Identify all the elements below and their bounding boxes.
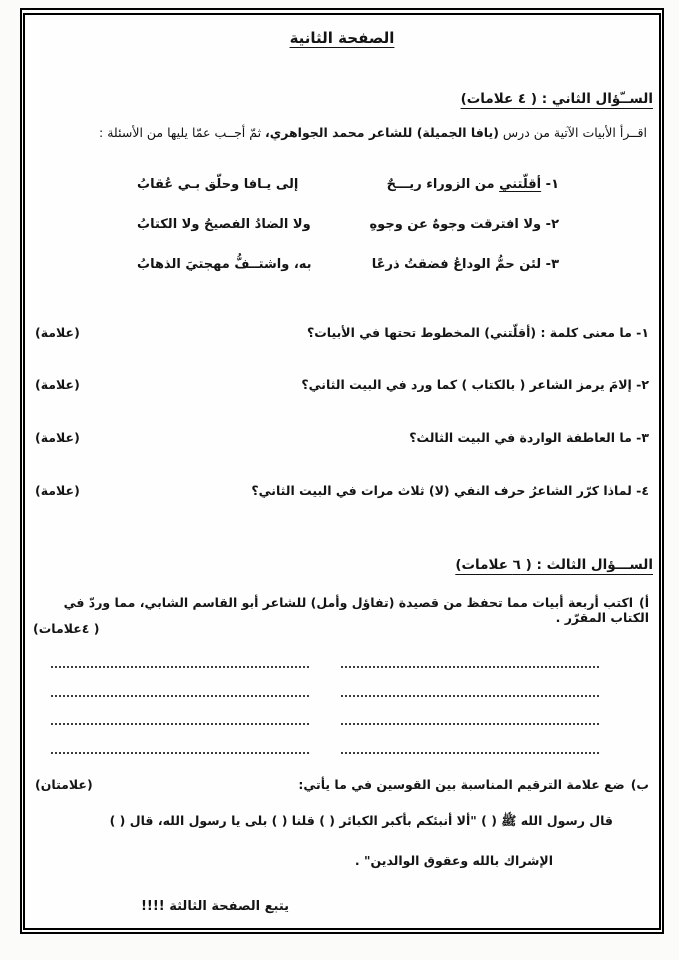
hadith-continuation: الإشراك بالله وعقوق الوالدين" .: [354, 853, 553, 868]
sub-question-row-1: [35, 325, 649, 340]
part-b-row: [35, 777, 649, 792]
sub-question-4-text: ٤- لماذا كرّر الشاعرُ حرف النفي (لا) ثلاث مرات في البيت الثاني؟: [251, 483, 649, 498]
lesson-title: (يافا الجميلة) للشاعر محمد الجواهري،: [265, 125, 499, 140]
answer-line-segment: [51, 741, 309, 754]
question-2-header: الســّؤال الثاني : ( ٤ علامات): [460, 91, 653, 107]
verse-3-first-hemistich: ٣- لئن حمُّ الوداعُ فضقتُ ذرعًا: [371, 257, 559, 272]
answer-line-segment: [341, 741, 599, 754]
verse-row-1: [137, 177, 559, 192]
part-a-row: [35, 595, 649, 625]
answer-line-1: [51, 655, 599, 668]
sub-question-row-4: [35, 483, 649, 498]
verse-2-second-hemistich: ولا الضادُ الفصيحُ ولا الكتابُ: [137, 217, 311, 232]
sub-question-4-marks: (علامة): [35, 483, 80, 498]
answer-line-segment: [341, 684, 599, 697]
underlined-word: أقلّتني: [499, 177, 542, 192]
verse-1-second-hemistich: إلى يـافا وحلّق بـي عُقابُ: [137, 177, 299, 192]
footer-note: يتبع الصفحة الثالثة !!!!: [141, 899, 290, 914]
reading-instruction: [37, 125, 647, 140]
part-a-label: أ): [639, 595, 649, 610]
sub-question-2-text: ٢- إلامَ يرمز الشاعر ( بالكتاب ) كما ورد في البيت الثاني؟: [301, 377, 649, 392]
question-3-header: الســـؤال الثالث : ( ٦ علامات): [455, 557, 653, 573]
sub-question-1-marks: (علامة): [35, 325, 80, 340]
page-frame: [20, 8, 664, 934]
sub-question-2-marks: (علامة): [35, 377, 80, 392]
part-b-label: ب): [630, 777, 649, 792]
verse-3-second-hemistich: به، واشتــفُّ مهجتيَ الذهابُ: [137, 257, 312, 272]
sub-question-row-3: [35, 430, 649, 445]
answer-line-segment: [341, 712, 599, 725]
answer-line-segment: [341, 655, 599, 668]
sub-question-row-2: [35, 377, 649, 392]
hadith-text: قال رسول الله ﷺ ( ) "ألا أنبئكم بأكبر الكبائر ( ) قلنا ( ) بلى يا رسول الله، قال ( ): [109, 813, 613, 828]
answer-line-4: [51, 741, 599, 754]
answer-line-segment: [51, 712, 309, 725]
verse-row-3: [137, 257, 559, 272]
answer-line-segment: [51, 684, 309, 697]
part-b-marks: (علامتان): [35, 777, 93, 792]
answer-line-3: [51, 712, 599, 725]
instruction-text: اقــرأ الأبيات الآتية من درس: [498, 125, 647, 140]
verse-1-first-hemistich: ١- أقلّتني من الزوراء ريـــحٌ: [386, 177, 559, 192]
answer-line-segment: [51, 655, 309, 668]
instruction-text-tail: ثمّ أجــب عمّا يليها من الأسئلة :: [99, 125, 266, 140]
page-title: الصفحة الثانية: [289, 29, 395, 47]
sub-question-1-text: ١- ما معنى كلمة : (أقلّتني) المخطوط تحتها في الأبيات؟: [307, 325, 649, 340]
part-a-text: أ)اكتب أربعة أبيات مما تحفظ من قصيدة (تفاؤل وأمل) للشاعر أبو القاسم الشابي، مما وردّ في الكتاب المقرّر .: [63, 595, 649, 625]
part-b-text: ب)ضع علامة الترقيم المناسبة بين القوسين في ما يأتي:: [298, 777, 649, 792]
part-a-marks: ( ٤علامات): [33, 621, 100, 636]
answer-line-2: [51, 684, 599, 697]
sub-question-3-marks: (علامة): [35, 430, 80, 445]
verse-2-first-hemistich: ٢- ولا افترقت وجوهٌ عن وجوهِ: [369, 217, 559, 232]
verse-row-2: [137, 217, 559, 232]
sub-question-3-text: ٣- ما العاطفة الواردة في البيت الثالث؟: [409, 430, 649, 445]
